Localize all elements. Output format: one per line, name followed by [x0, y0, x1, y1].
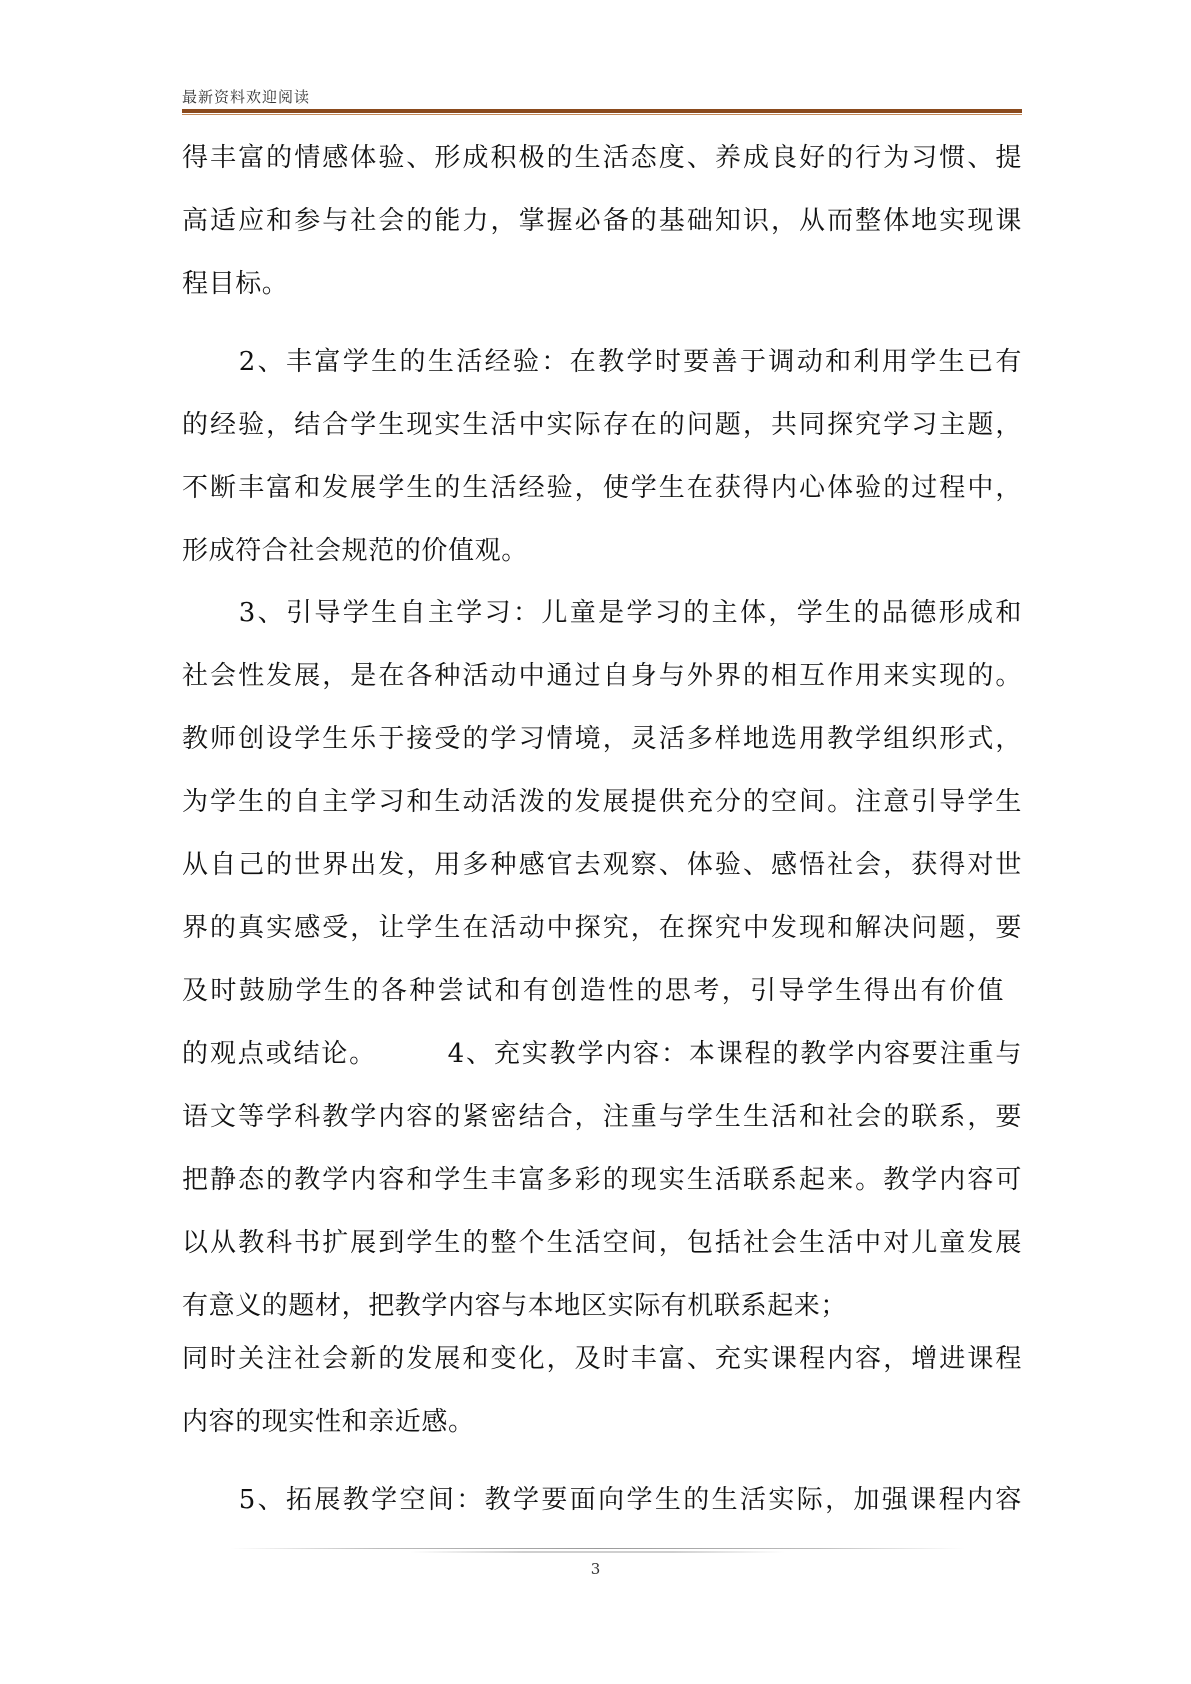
text-line: 以从教科书扩展到学生的整个生活空间，包括社会生活中对儿童发展: [182, 1228, 1022, 1258]
text-line: 教师创设学生乐于接受的学习情境，灵活多样地选用教学组织形式，: [182, 724, 1022, 754]
text-line: 2、丰富学生的生活经验：在教学时要善于调动和利用学生已有: [182, 347, 1022, 377]
page-number: 3: [590, 1560, 601, 1578]
text-line: 5、拓展教学空间：教学要面向学生的生活实际，加强课程内容: [182, 1485, 1022, 1515]
text-line: 界的真实感受，让学生在活动中探究，在探究中发现和解决问题，要: [182, 913, 1022, 943]
text-line: 有意义的题材，把教学内容与本地区实际有机联系起来；: [182, 1291, 848, 1321]
text-line: 高适应和参与社会的能力，掌握必备的基础知识，从而整体地实现课: [182, 206, 1022, 236]
text-line: 形成符合社会规范的价值观。: [182, 536, 528, 566]
header-rule: [182, 109, 1022, 117]
text-line: 社会性发展，是在各种活动中通过自身与外界的相互作用来实现的。: [182, 661, 1022, 691]
header-text: 最新资料欢迎阅读: [182, 88, 311, 106]
text-line: 及时鼓励学生的各种尝试和有创造性的思考，引导学生得出有价值: [182, 976, 1004, 1006]
text-line: 的观点或结论。 4、充实教学内容：本课程的教学内容要注重与: [182, 1039, 1022, 1069]
text-line: 为学生的自主学习和生动活泼的发展提供充分的空间。注意引导学生: [182, 787, 1022, 817]
text-line: 程目标。: [182, 269, 289, 299]
footer-rule: [230, 1548, 965, 1554]
text-line: 不断丰富和发展学生的生活经验，使学生在获得内心体验的过程中，: [182, 473, 1022, 503]
text-line: 3、引导学生自主学习：儿童是学习的主体，学生的品德形成和: [182, 598, 1022, 628]
text-line: 得丰富的情感体验、形成积极的生活态度、养成良好的行为习惯、提: [182, 143, 1022, 173]
text-line: 把静态的教学内容和学生丰富多彩的现实生活联系起来。教学内容可: [182, 1165, 1022, 1195]
text-line: 的经验，结合学生现实生活中实际存在的问题，共同探究学习主题，: [182, 410, 1022, 440]
text-line: 同时关注社会新的发展和变化，及时丰富、充实课程内容，增进课程: [182, 1344, 1022, 1374]
text-line: 内容的现实性和亲近感。: [182, 1407, 475, 1437]
text-line: 语文等学科教学内容的紧密结合，注重与学生生活和社会的联系，要: [182, 1102, 1022, 1132]
text-line: 从自己的世界出发，用多种感官去观察、体验、感悟社会，获得对世: [182, 850, 1022, 880]
